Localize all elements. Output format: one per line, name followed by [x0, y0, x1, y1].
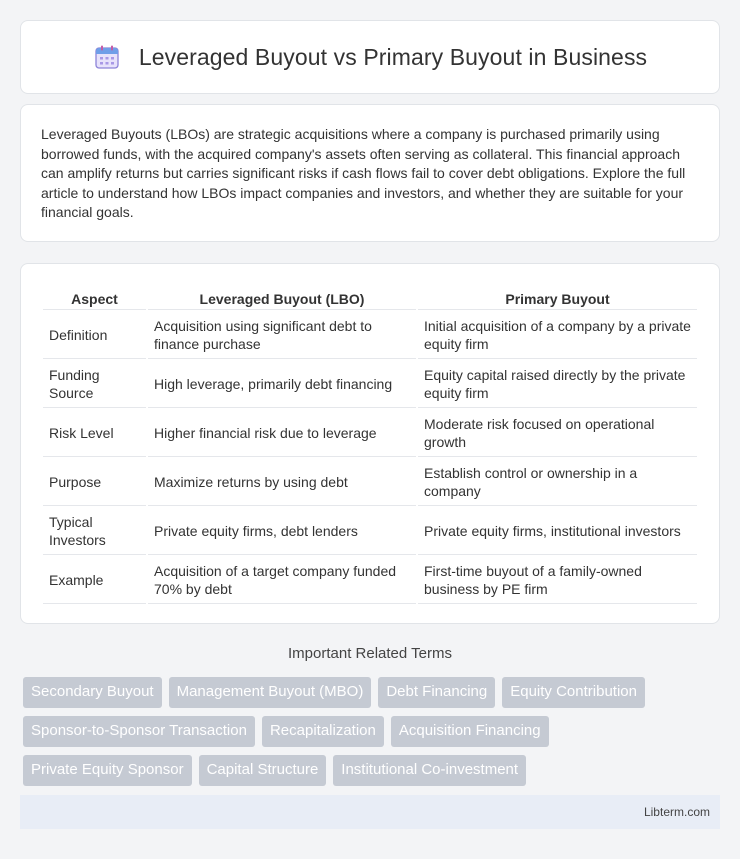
related-term-tag[interactable]: Private Equity Sponsor: [23, 755, 192, 786]
cell-aspect: Typical Investors: [43, 508, 146, 555]
table-row: [43, 312, 697, 359]
table-header-row: [43, 286, 697, 310]
cell-primary: Establish control or ownership in a company: [418, 459, 697, 506]
cell-primary: First-time buyout of a family-owned business by PE firm: [418, 557, 697, 604]
cell-primary: Initial acquisition of a company by a private equity firm: [418, 312, 697, 359]
cell-lbo: Maximize returns by using debt: [148, 459, 416, 506]
related-terms-list: [23, 677, 703, 786]
header-lbo: Leveraged Buyout (LBO): [148, 286, 416, 310]
related-terms-title: Important Related Terms: [288, 645, 452, 662]
cell-primary: Equity capital raised directly by the private equity firm: [418, 361, 697, 408]
page-title: Leveraged Buyout vs Primary Buyout in Business: [138, 43, 648, 70]
cell-lbo: Higher financial risk due to leverage: [148, 410, 416, 457]
header-aspect: Aspect: [43, 286, 146, 310]
related-term-tag[interactable]: Management Buyout (MBO): [169, 677, 372, 708]
intro-card: [20, 104, 720, 242]
cell-aspect: Purpose: [43, 459, 146, 506]
cell-aspect: Definition: [43, 312, 146, 359]
footer-brand-link[interactable]: Libterm.com: [643, 805, 710, 819]
cell-aspect: Example: [43, 557, 146, 604]
related-term-tag[interactable]: Institutional Co-investment: [333, 755, 526, 786]
cell-lbo: Acquisition using significant debt to finance purchase: [148, 312, 416, 359]
table-row: [43, 361, 697, 408]
related-term-tag[interactable]: Sponsor-to-Sponsor Transaction: [23, 716, 255, 747]
related-term-tag[interactable]: Secondary Buyout: [23, 677, 162, 708]
related-term-tag[interactable]: Equity Contribution: [502, 677, 645, 708]
intro-text: Leveraged Buyouts (LBOs) are strategic acquisitions where a company is purchased primarily using borrowed funds, with the acquired company's assets often serving as collateral. This financial approach can amplify returns but carries significant risks if cash flows fail to cover debt obligations. Explore the full article to understand how LBOs impact companies and investors, and whether they are suitable for your financial goals.: [41, 126, 686, 221]
related-term-tag[interactable]: Capital Structure: [199, 755, 327, 786]
cell-primary: Moderate risk focused on operational growth: [418, 410, 697, 457]
related-term-tag[interactable]: Recapitalization: [262, 716, 384, 747]
header: [93, 43, 647, 71]
related-term-tag[interactable]: Debt Financing: [378, 677, 495, 708]
header-primary: Primary Buyout: [418, 286, 697, 310]
cell-aspect: Funding Source: [43, 361, 146, 408]
cell-lbo: High leverage, primarily debt financing: [148, 361, 416, 408]
calendar-icon: [93, 43, 121, 71]
header-card: [20, 20, 720, 94]
cell-aspect: Risk Level: [43, 410, 146, 457]
comparison-card: [20, 263, 720, 624]
cell-primary: Private equity firms, institutional investors: [418, 508, 697, 555]
footer: [20, 795, 720, 829]
cell-lbo: Acquisition of a target company funded 70% by debt: [148, 557, 416, 604]
table-row: [43, 459, 697, 506]
table-row: [43, 557, 697, 604]
related-term-tag[interactable]: Acquisition Financing: [391, 716, 549, 747]
table-row: [43, 508, 697, 555]
table-row: [43, 410, 697, 457]
comparison-table: [41, 284, 699, 606]
cell-lbo: Private equity firms, debt lenders: [148, 508, 416, 555]
